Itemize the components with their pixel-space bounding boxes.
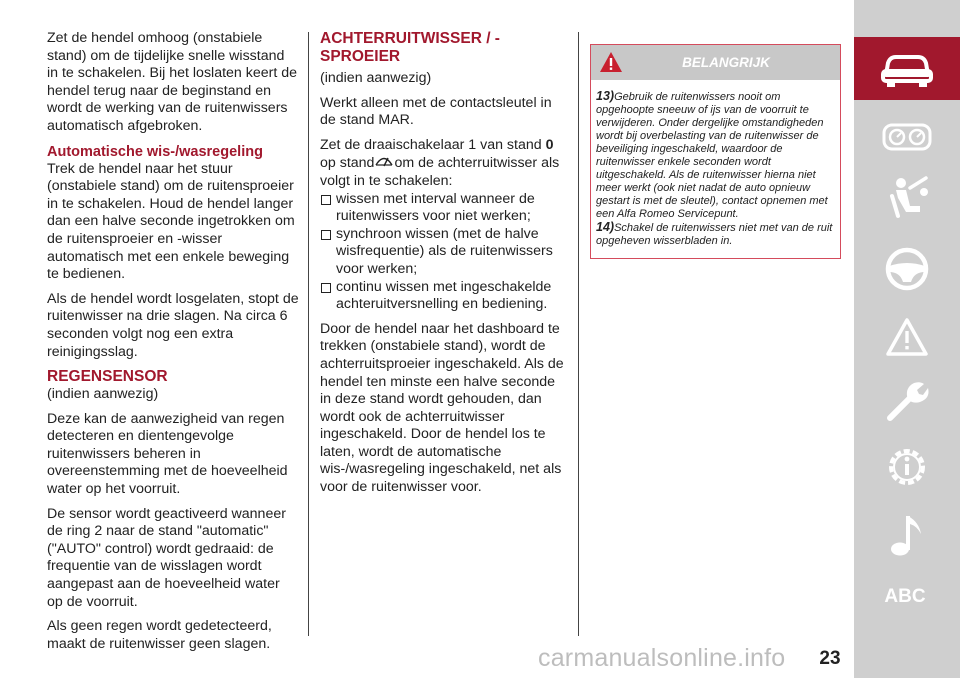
paragraph-mar: Werkt alleen met de contactsleutel in de stand MAR.: [320, 94, 552, 129]
seatbelt-passenger-icon[interactable]: [878, 172, 936, 226]
switch-text-c: om de achterruitwisser als volgt in te schakelen:: [320, 155, 560, 189]
list-item: continu wissen met ingeschakelde achteruitversnelling en bediening.: [320, 279, 566, 314]
paragraph-washer: Trek de hendel naar het stuur (onstabiele stand) om de ruitensproeier in te schakelen. Houd de hendel langer dan een halve seconde ingetrokken om de ruitensproeier en -wisser automatisch met een enkele beweging te bedienen.: [47, 160, 295, 283]
warning-triangle-icon[interactable]: [878, 310, 936, 364]
rear-wiper-subtitle: (indien aanwezig): [320, 70, 432, 86]
switch-text-a: Zet de draaischakelaar 1 van stand: [320, 136, 546, 153]
dashboard-gauges-icon[interactable]: [878, 110, 936, 164]
stand-zero: 0: [545, 136, 554, 153]
mode-list: [320, 191, 566, 314]
column-divider-1: [308, 32, 309, 636]
paragraph-fast-wipe: Zet de hendel omhoog (onstabiele stand) om de tijdelijke snelle wisstand in te schakelen. Bij het loslaten keert de hendel terug naar de beginstand en wordt de werking van de ruitenwissers automatisch afgebroken.: [47, 30, 298, 134]
info-gear-icon[interactable]: [878, 440, 936, 494]
paragraph-rear-washer: Door de hendel naar het dashboard te trekken (onstabiele stand), wordt de achterruitsproeier ingeschakeld. Als de hendel ten minste een halve seconde in deze stand wordt gehouden, dan wordt ook de achterruitwisser ingeschakeld. Door de hendel los te laten, wordt de automatische wis-/wasregeling ingeschakeld, net als voor de ruitenwisser voor.: [320, 320, 564, 496]
watermark: carmanualsonline.info: [538, 644, 786, 672]
abc-index-link[interactable]: ABC: [884, 586, 926, 607]
heading-rain-sensor: REGENSENSOR: [47, 368, 168, 386]
warning-header: [591, 45, 840, 80]
warning-title: BELANGRIJK: [682, 55, 770, 70]
warning-triangle-icon: [599, 51, 623, 73]
car-icon[interactable]: [878, 41, 936, 95]
page-number: 23: [819, 648, 841, 669]
warning-note-13: 13)Gebruik de ruitenwissers nooit om opgehoopte sneeuw of ijs van de voorruit te verwijderen. Onder dergelijke omstandigheden wordt bij overbelasting van de ruitenwisser de beveiliging ingeschakeld, waardoor de ruitenwisser enkele seconden wordt uitgeschakeld. Als de ruitenwisser hierna niet meer werkt (ook niet nadat de auto opnieuw gestart is met de sleutel), contact opnemen met een Alfa Romeo Servicepunt.: [596, 89, 828, 220]
warning-body: [591, 80, 840, 258]
paragraph-rain-detect: Deze kan de aanwezigheid van regen detecteren en dientengevolge ruitenwissers beheren in overeenstemming met de hoeveelheid water op het voorruit.: [47, 410, 288, 498]
paragraph-release: Als de hendel wordt losgelaten, stopt de ruitenwisser na drie slagen. Na circa 6 seconden volgt nog een extra reinigingsslag.: [47, 290, 299, 360]
heading-rear-wiper: ACHTERRUITWISSER / -SPROEIER: [320, 30, 500, 65]
checkbox-bullet-icon: [321, 230, 331, 240]
warning-note-14: 14)Schakel de ruitenwissers niet met van de ruit opgeheven wisserbladen in.: [596, 220, 833, 247]
checkbox-bullet-icon: [321, 195, 331, 205]
column-divider-2: [578, 32, 579, 636]
paragraph-switch: [320, 137, 566, 191]
music-note-icon[interactable]: [878, 508, 936, 562]
steering-wheel-icon[interactable]: [878, 242, 936, 296]
switch-text-b: op stand: [320, 155, 375, 172]
checkbox-bullet-icon: [321, 283, 331, 293]
heading-auto-wash: Automatische wis-/wasregeling: [47, 143, 263, 160]
column-left: [47, 30, 299, 660]
list-item: wissen met interval wanneer de ruitenwissers voor niet werken;: [320, 191, 566, 226]
rain-sensor-subtitle: (indien aanwezig): [47, 386, 159, 403]
rear-wiper-icon: [374, 154, 394, 168]
paragraph-sensor-activate: De sensor wordt geactiveerd wanneer de ring 2 naar de stand "automatic" ("AUTO" control) wordt gedraaid: de frequentie van de wisslagen wordt aangepast aan de hoeveelheid water op de voorruit.: [47, 505, 286, 610]
wrench-icon[interactable]: [878, 374, 936, 428]
column-middle: [320, 30, 566, 504]
list-item: synchroon wissen (met de halve wisfrequentie) als de ruitenwissers voor werken;: [320, 226, 566, 279]
warning-box: [590, 44, 841, 259]
paragraph-no-rain: Als geen regen wordt gedetecteerd, maakt de ruitenwisser geen slagen.: [47, 618, 272, 652]
